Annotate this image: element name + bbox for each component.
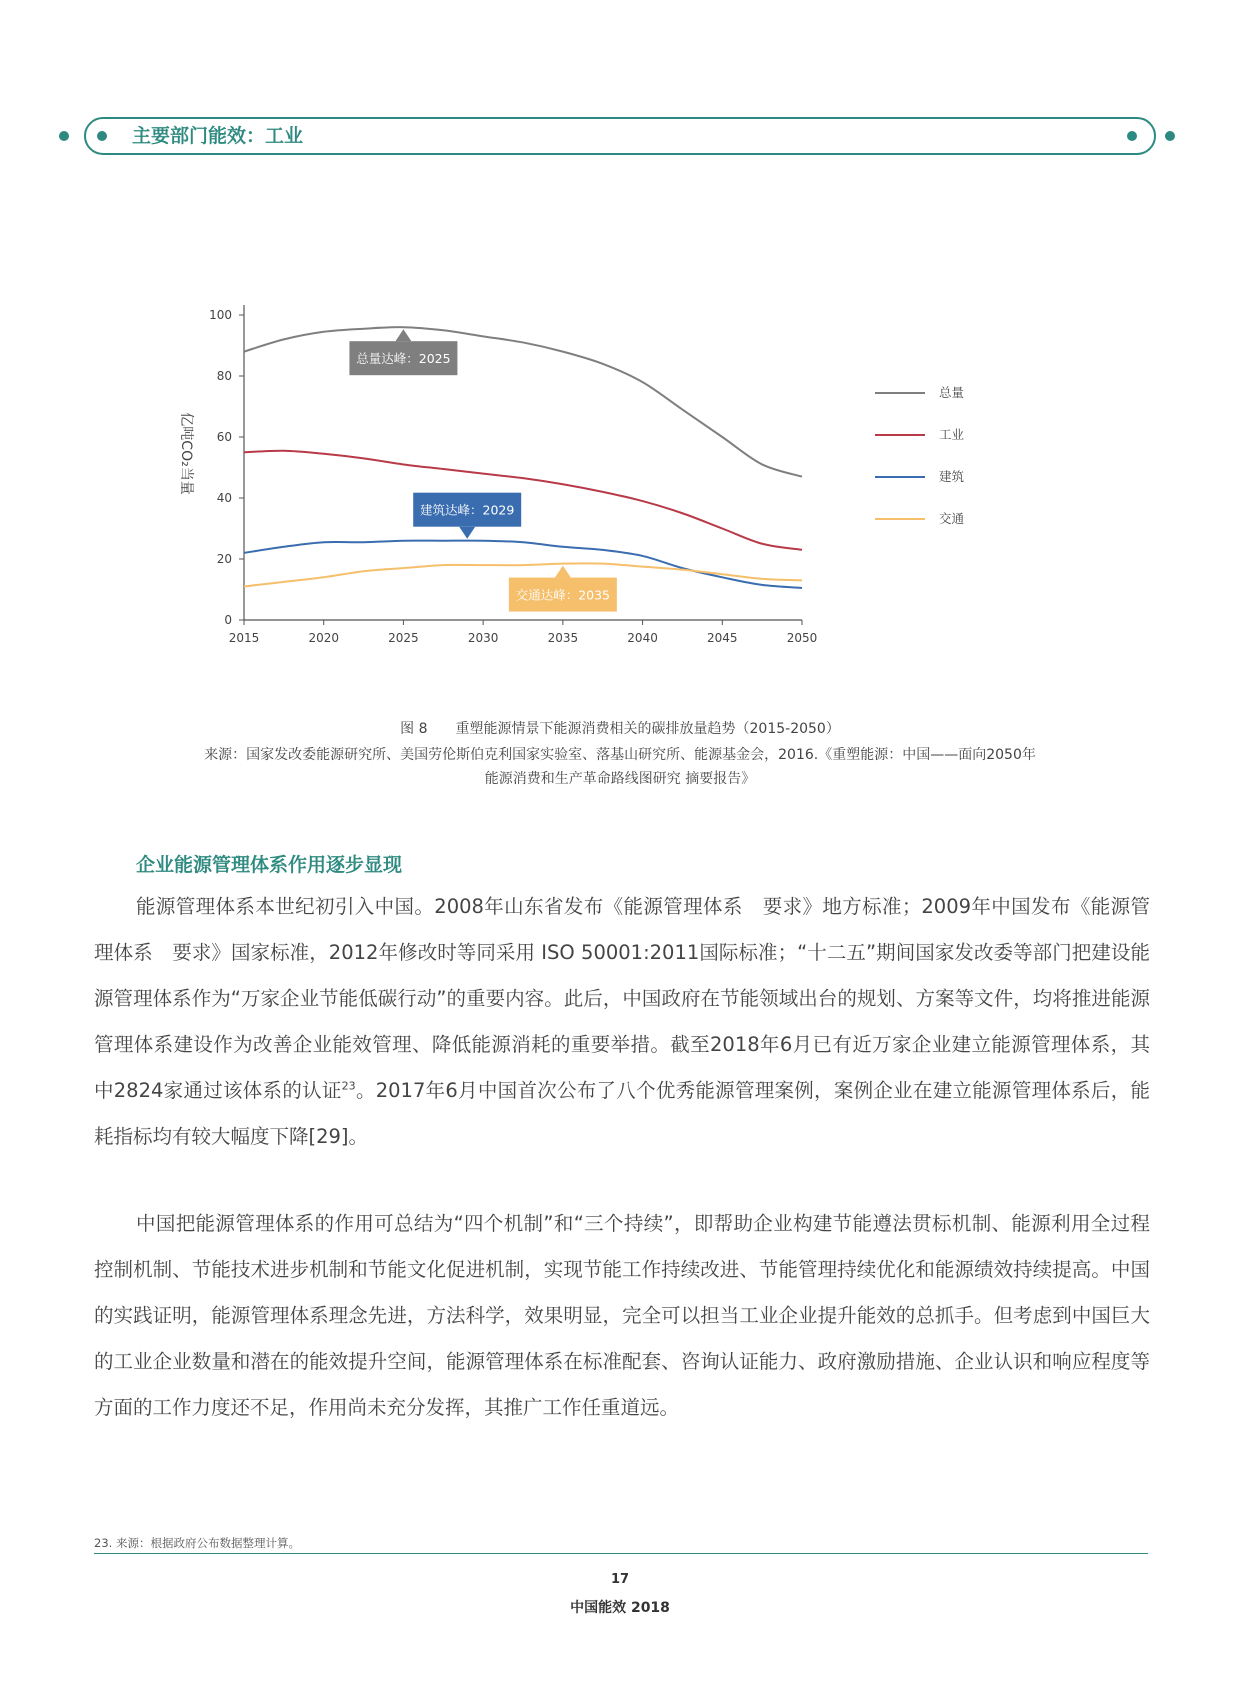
x-tick-label: 2020 bbox=[308, 631, 339, 645]
y-tick-label: 100 bbox=[209, 308, 232, 322]
legend-label-1: 总量 bbox=[939, 385, 965, 400]
paragraph-1-text-b: 。2017年6月中国首次公布了八个优秀能源管理案例，案例企业在建立能源管理体系后，能耗指标均有较大幅度下降[29]。 bbox=[94, 1079, 1150, 1148]
header-right-inner-dot bbox=[1127, 131, 1137, 141]
figure-caption: 图 8 重塑能源情景下能源消费相关的碳排放量趋势（2015-2050） bbox=[400, 721, 840, 737]
annotation-label-3: 交通达峰：2035 bbox=[515, 587, 611, 603]
page-header-title: 主要部门能效：工业 bbox=[132, 125, 304, 147]
series-line-2 bbox=[244, 451, 802, 550]
section-title: 企业能源管理体系作用逐步显现 bbox=[136, 854, 403, 876]
annotation-pointer-3 bbox=[555, 566, 571, 578]
figure-source-line-1: 来源：国家发改委能源研究所、美国劳伦斯伯克利国家实验室、落基山研究所、能源基金会，2016.《重塑能源：中国——面向2050年 bbox=[204, 747, 1036, 763]
paragraph-1 bbox=[94, 884, 1150, 1160]
x-tick-label: 2015 bbox=[228, 631, 260, 645]
legend-label-4: 交通 bbox=[939, 511, 965, 526]
x-tick-label: 2045 bbox=[707, 631, 738, 645]
y-tick-label: 20 bbox=[216, 552, 232, 566]
annotation-label-2: 建筑达峰：2029 bbox=[420, 502, 515, 518]
footnote-divider bbox=[94, 1553, 1148, 1554]
paragraph-1-text-a: 能源管理体系本世纪初引入中国。2008年山东省发布《能源管理体系 要求》地方标准；2009年中国发布《能源管理体系 要求》国家标准，2012年修改时等同采用 ISO 50001:2011国际标准；“十二五”期间国家发改委等部门把建设能源管理体系作为“万家企业节能低碳行动”的重要内容。此后，中国政府在节能领域出台的规划、方案等文件，均将推进能源管理体系建设作为改善企业能效管理、降低能源消耗的重要举措。截至2018年6月已有近万家企业建立能源管理体系，其中2824家通过该体系的认证 bbox=[94, 895, 1150, 1102]
y-tick-label: 40 bbox=[216, 491, 232, 505]
page-number: 17 bbox=[610, 1572, 630, 1587]
x-tick-label: 2035 bbox=[547, 631, 579, 645]
x-tick-label: 2040 bbox=[627, 631, 658, 645]
x-tick-label: 2025 bbox=[388, 631, 419, 645]
publication-name: 中国能效 2018 bbox=[570, 1600, 670, 1616]
paragraph-2: 中国把能源管理体系的作用可总结为“四个机制”和“三个持续”，即帮助企业构建节能遵法贯标机制、能源利用全过程控制机制、节能技术进步机制和节能文化促进机制，实现节能工作持续改进、节能管理持续优化和能源绩效持续提高。中国的实践证明，能源管理体系理念先进，方法科学，效果明显，完全可以担当工业企业提升能效的总抓手。但考虑到中国巨大的工业企业数量和潜在的能效提升空间，能源管理体系在标准配套、咨询认证能力、政府激励措施、企业认识和响应程度等方面的工作力度还不足，作用尚未充分发挥，其推广工作任重道远。 bbox=[94, 1212, 1150, 1419]
y-tick-label: 60 bbox=[216, 430, 232, 444]
header-right-outer-dot bbox=[1165, 131, 1175, 141]
annotation-pointer-1 bbox=[395, 329, 411, 341]
emissions-line-chart bbox=[170, 300, 1070, 680]
annotation-label-1: 总量达峰：2025 bbox=[356, 351, 451, 367]
annotation-pointer-2 bbox=[459, 527, 475, 539]
figure-source-line-2: 能源消费和生产革命路线图研究 摘要报告》 bbox=[484, 771, 756, 787]
y-tick-label: 0 bbox=[224, 613, 232, 627]
footnote-ref-23[interactable]: 23 bbox=[341, 1079, 356, 1093]
y-axis-label: 亿吨CO₂当量 bbox=[178, 412, 194, 495]
x-tick-label: 2050 bbox=[786, 631, 818, 645]
legend-label-2: 工业 bbox=[939, 427, 965, 442]
y-tick-label: 80 bbox=[216, 369, 232, 383]
header-left-inner-dot bbox=[97, 131, 107, 141]
footnote: 23. 来源：根据政府公布数据整理计算。 bbox=[94, 1536, 300, 1550]
legend-label-3: 建筑 bbox=[939, 469, 965, 484]
header-left-outer-dot bbox=[59, 131, 69, 141]
x-tick-label: 2030 bbox=[467, 631, 499, 645]
